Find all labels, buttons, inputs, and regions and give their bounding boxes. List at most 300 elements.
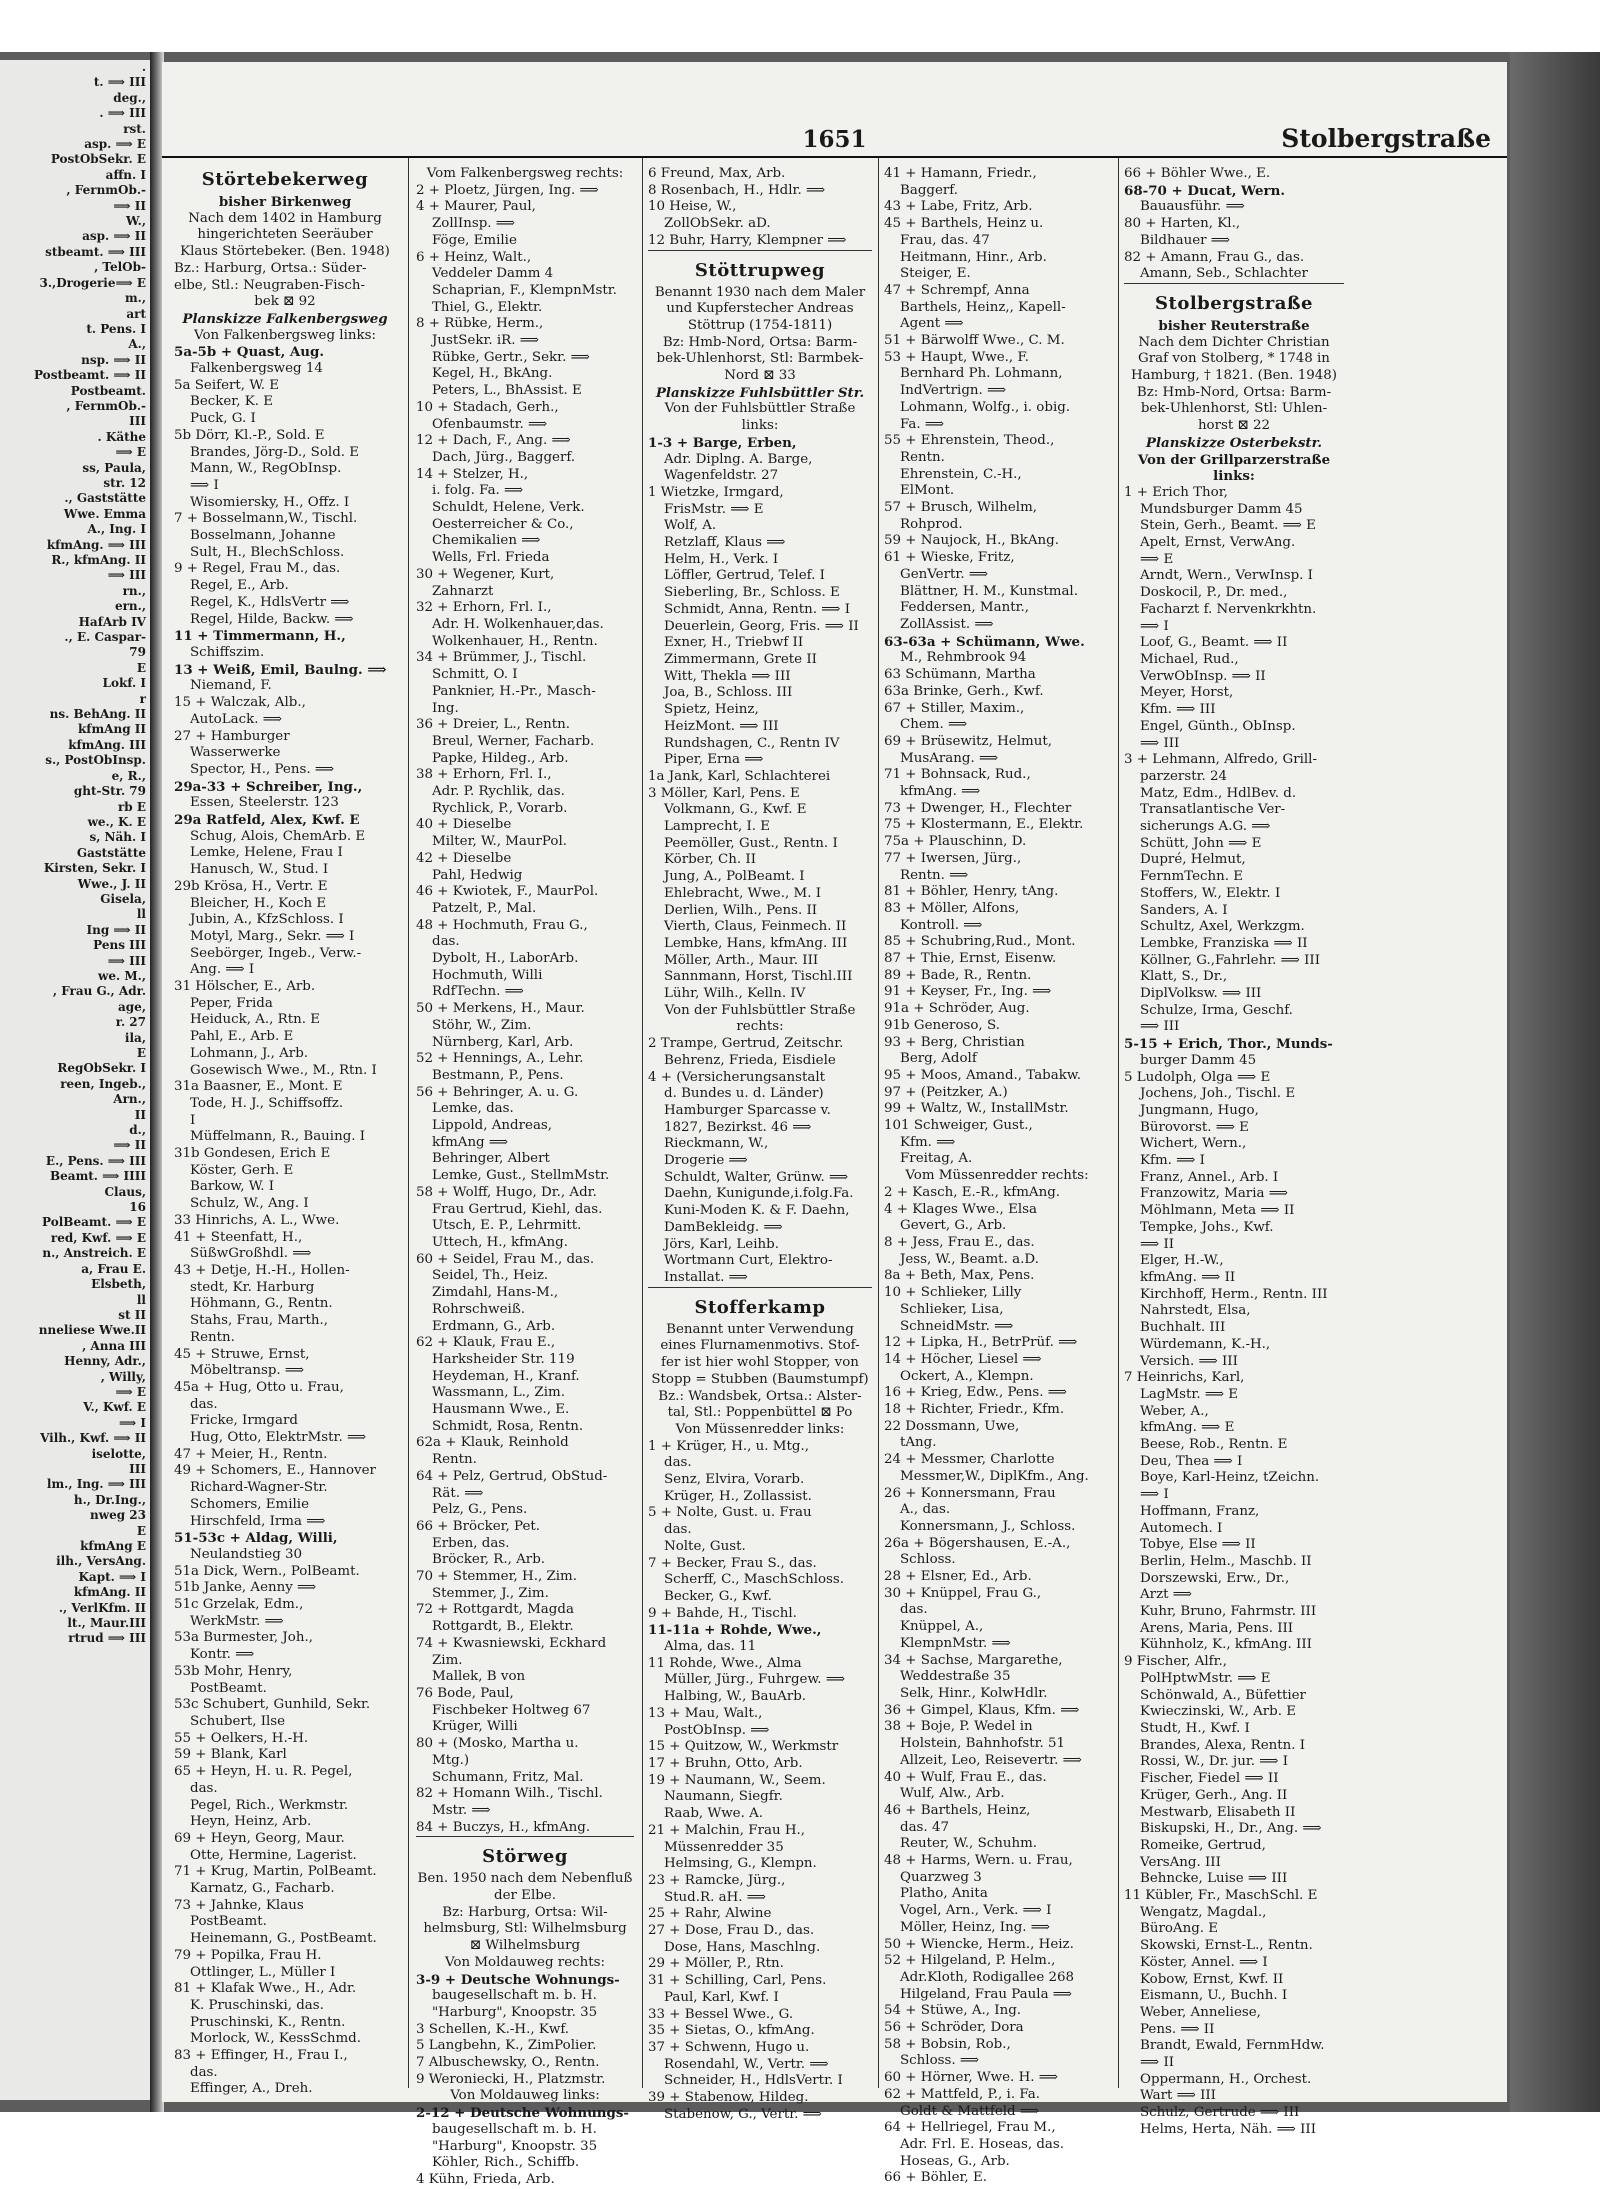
- directory-entry-line: Mestwarb, Elisabeth II: [1140, 1804, 1296, 1820]
- directory-entry-line: d. Bundes u. d. Länder): [664, 1086, 824, 1102]
- left-page-fragment: ⟹ E: [115, 1384, 146, 1399]
- directory-entry-line: PostObInsp. ⟹: [664, 1722, 770, 1738]
- directory-entry-line: 40 + Wulf, Frau E., das.: [884, 1769, 1047, 1785]
- directory-entry-line: Wortmann Curt, Elektro-: [664, 1253, 833, 1269]
- left-page-fragment: , Frau G., Adr.: [52, 984, 146, 999]
- directory-entry-line: 79 + Popilka, Frau H.: [174, 1947, 322, 1963]
- directory-entry-line: 34 + Sachse, Margarethe,: [884, 1652, 1063, 1668]
- directory-entry-line: Sannmann, Horst, Tischl.III: [664, 969, 853, 985]
- directory-entry-line: Rossi, W., Dr. jur. ⟹ I: [1140, 1754, 1289, 1770]
- directory-entry-line: 47 + Meier, H., Rentn.: [174, 1446, 328, 1462]
- directory-entry-line: Krüger, Gerh., Ang. II: [1140, 1787, 1288, 1803]
- directory-entry-line: Vierth, Claus, Feinmech. II: [664, 919, 847, 935]
- directory-entry-line: Bosselmann, Johanne: [190, 528, 336, 544]
- directory-entry-line: Biskupski, H., Dr., Ang. ⟹: [1140, 1821, 1322, 1837]
- left-page-fragment: ⟹ E: [115, 445, 146, 460]
- directory-entry-line: Von der Grillparzerstraße: [1137, 451, 1331, 468]
- directory-entry-line: Steiger, E.: [900, 266, 971, 282]
- directory-entry-line: Studt, H., Kwf. I: [1140, 1720, 1250, 1736]
- left-page-fragment: ss, Paula,: [82, 460, 146, 475]
- directory-entry-line: 8a + Beth, Max, Pens.: [884, 1268, 1035, 1284]
- directory-entry-line: 39 + Stabenow, Hildeg.: [648, 2090, 809, 2106]
- directory-entry-line: 63-63a + Schümann, Wwe.: [884, 633, 1085, 650]
- directory-entry-line: Reuter, W., Schuhm.: [900, 1836, 1038, 1852]
- directory-entry-line: 56 + Schröder, Dora: [884, 2020, 1024, 2036]
- directory-entry-line: Platho, Anita: [900, 1886, 988, 1902]
- directory-entry-line: 9 Weroniecki, H., Platzmstr.: [416, 2071, 606, 2087]
- directory-entry-line: Brandes, Jörg-D., Sold. E: [190, 444, 360, 460]
- left-page-fragment: rn.,: [122, 583, 146, 598]
- directory-entry-line: der Elbe.: [494, 1888, 556, 1904]
- directory-entry-line: Weddestraße 35: [900, 1669, 1011, 1685]
- directory-entry-line: 41 + Hamann, Friedr.,: [884, 166, 1037, 181]
- left-page-fragment: ern.,: [114, 599, 146, 614]
- directory-entry-line: Möbeltransp. ⟹: [190, 1363, 305, 1379]
- directory-entry-line: Seebörger, Ingeb., Verw.-: [190, 945, 362, 961]
- directory-entry-line: 45a + Hug, Otto u. Frau,: [174, 1379, 344, 1395]
- directory-entry-line: 53a Burmester, Joh.,: [174, 1630, 313, 1646]
- directory-entry-line: 35 + Sietas, O., kfmAng.: [648, 2023, 815, 2039]
- left-page-fragment: 16: [129, 1200, 146, 1215]
- directory-entry-line: Stöhr, W., Zim.: [432, 1017, 532, 1033]
- directory-entry-line: Mstr. ⟹: [432, 1802, 491, 1818]
- directory-entry-line: 71 + Krug, Martin, PolBeamt.: [174, 1864, 377, 1880]
- left-page-fragment: kfmAng. ⟹ III: [46, 537, 146, 552]
- directory-entry-line: Schmitt, O. I: [432, 667, 518, 683]
- directory-entry-line: Mundsburger Damm 45: [1140, 501, 1303, 517]
- left-page-fragment: , TelOb-: [94, 260, 146, 275]
- directory-entry-line: Uttech, H., kfmAng.: [432, 1235, 568, 1250]
- directory-entry-line: 16 + Krieg, Edw., Pens. ⟹: [884, 1385, 1067, 1401]
- directory-entry-line: stedt, Kr. Harburg: [190, 1279, 315, 1295]
- directory-entry-line: Adr. Diplng. A. Barge,: [664, 451, 813, 467]
- directory-entry-line: 74 + Kwasniewski, Eckhard: [416, 1635, 607, 1651]
- left-page-fragment: we. M.,: [98, 968, 146, 983]
- directory-entry-line: Thiel, G., Elektr.: [432, 299, 543, 315]
- left-page-fragment: A., Ing. I: [87, 522, 146, 537]
- directory-entry-line: DiplVolksw. ⟹ III: [1140, 986, 1262, 1002]
- directory-entry-line: Kfm. ⟹: [900, 1134, 956, 1150]
- directory-entry-line: Lemke, Gust., StellmMstr.: [432, 1168, 610, 1184]
- directory-entry-line: das.: [190, 2064, 218, 2080]
- directory-entry-line: Berg, Adolf: [900, 1051, 977, 1067]
- directory-entry-line: RdfTechn. ⟹: [432, 984, 524, 1000]
- left-page-fragment: III: [129, 1461, 146, 1476]
- directory-entry-line: Amann, Seb., Schlachter: [1124, 266, 1344, 284]
- left-page-fragment: n., Anstreich. E: [42, 1246, 146, 1261]
- directory-entry-line: 51-53c + Aldag, Willi,: [174, 1530, 338, 1547]
- directory-entry-line: Installat. ⟹: [648, 1270, 872, 1288]
- directory-entry-line: 22 Dossmann, Uwe,: [884, 1418, 1020, 1434]
- directory-entry-line: Elger, H.-W.,: [1140, 1253, 1224, 1269]
- directory-entry-line: Messmer,W., DiplKfm., Ang.: [900, 1468, 1089, 1484]
- directory-entry-line: 83 + Effinger, H., Frau I.,: [174, 2048, 348, 2064]
- left-page-fragment: , Anna III: [82, 1338, 146, 1353]
- directory-entry-line: Dupré, Helmut,: [1140, 852, 1246, 868]
- directory-entry-line: 38 + Boje, P. Wedel in: [884, 1719, 1033, 1735]
- directory-entry-line: Hoseas, G., Arb.: [900, 2153, 1010, 2169]
- left-page-fragment: Lokf. I: [102, 676, 146, 691]
- directory-entry-line: Versich. ⟹ III: [1140, 1353, 1238, 1369]
- directory-entry-line: Tobye, Else ⟹ II: [1140, 1537, 1256, 1553]
- directory-entry-line: baugesellschaft m. b. H.: [432, 2121, 597, 2137]
- directory-entry-line: 29a-33 + Schreiber, Ing.,: [174, 778, 363, 795]
- directory-entry-line: Zimdahl, Hans-M.,: [432, 1285, 559, 1301]
- directory-entry-line: 73 + Jahnke, Klaus: [174, 1897, 304, 1913]
- directory-entry-line: 67 + Stiller, Maxim.,: [884, 700, 1025, 716]
- directory-entry-line: Piper, Erna ⟹: [664, 752, 764, 768]
- directory-entry-line: Helms, Herta, Näh. ⟹ III: [1140, 2121, 1317, 2137]
- directory-entry-line: Barkow, W. I: [190, 1179, 275, 1195]
- directory-entry-line: GenVertr. ⟹: [900, 566, 989, 582]
- directory-entry-line: Heinemann, G., PostBeamt.: [190, 1931, 377, 1947]
- directory-entry-line: Jungmann, Hugo,: [1140, 1102, 1259, 1118]
- directory-entry-line: kfmAng. ⟹ II: [1140, 1270, 1236, 1285]
- directory-entry-line: Romeike, Gertrud,: [1140, 1837, 1266, 1853]
- directory-entry-line: Schulz, Gertrude ⟹ III: [1140, 2105, 1300, 2121]
- directory-entry-line: Allzeit, Leo, Reisevertr. ⟹: [900, 1752, 1082, 1768]
- directory-entry-line: Klatt, S., Dr.,: [1140, 969, 1228, 985]
- directory-entry-line: Spietz, Heinz,: [664, 702, 759, 718]
- directory-entry-line: Neulandstieg 30: [190, 1546, 303, 1562]
- directory-entry-line: 101 Schweiger, Gust.,: [884, 1118, 1033, 1134]
- directory-entry-line: 73 + Dwenger, H., Flechter: [884, 800, 1072, 816]
- directory-entry-line: Deuerlein, Georg, Fris. ⟹ II: [664, 618, 859, 634]
- directory-entry-line: Nahrstedt, Elsa,: [1140, 1303, 1251, 1319]
- left-page-fragment: m.,: [124, 291, 146, 306]
- directory-entry-line: Exner, H., Triebwf II: [664, 635, 804, 651]
- left-page-fragment: rst.: [123, 121, 146, 136]
- directory-entry-line: Ockert, A., Klempn.: [900, 1368, 1034, 1384]
- left-page-fragment: stbeamt. ⟹ III: [45, 244, 146, 259]
- directory-entry-line: Jubin, A., KfzSchloss. I: [190, 912, 344, 928]
- directory-entry-line: 83 + Möller, Alfons,: [884, 900, 1020, 916]
- directory-entry-line: 1 Wietzke, Irmgard,: [648, 484, 784, 500]
- directory-entry-line: Oesterreicher & Co.,: [432, 516, 574, 532]
- directory-entry-line: 77 + Iwersen, Jürg.,: [884, 850, 1022, 866]
- left-page-fragment: E: [136, 1523, 146, 1538]
- directory-entry-line: und Kupferstecher Andreas: [666, 301, 854, 317]
- directory-entry-line: Helmsing, G., Klempn.: [664, 1856, 817, 1872]
- directory-entry-line: ⟹ III: [1140, 735, 1180, 751]
- directory-entry-line: 10 + Schlieker, Lilly: [884, 1285, 1022, 1301]
- left-page-fragment: nneliese Wwe.II: [38, 1323, 146, 1338]
- directory-entry-line: 91 + Keyser, Fr., Ing. ⟹: [884, 984, 1052, 1000]
- directory-entry-line: Wart ⟹ III: [1140, 2088, 1216, 2104]
- left-page-fragment: iselotte,: [91, 1446, 146, 1461]
- directory-entry-line: 59 + Blank, Karl: [174, 1747, 287, 1763]
- directory-entry-line: Von Falkenbergsweg links:: [194, 327, 376, 343]
- directory-entry-line: Mann, W., RegObInsp.: [190, 461, 342, 477]
- directory-entry-line: Konnersmann, J., Schloss.: [900, 1518, 1076, 1534]
- directory-entry-line: Brandes, Alexa, Rentn. I: [1140, 1737, 1306, 1753]
- directory-entry-line: 2 + Ploetz, Jürgen, Ing. ⟹: [416, 182, 599, 198]
- directory-entry-line: das.: [432, 934, 460, 950]
- directory-entry-line: 49 + Schomers, E., Hannover: [174, 1463, 376, 1479]
- directory-entry-line: Köster, Annel. ⟹ I: [1140, 1954, 1268, 1970]
- directory-entry-line: Behncke, Luise ⟹ III: [1140, 1871, 1288, 1887]
- directory-entry-line: 3 Möller, Karl, Pens. E: [648, 785, 800, 801]
- directory-entry-line: das.: [190, 1780, 218, 1796]
- directory-entry-line: Stopp = Stubben (Baumstumpf): [651, 1371, 869, 1387]
- directory-entry-line: Mtg.): [432, 1752, 470, 1768]
- directory-entry-line: 11 Kübler, Fr., MaschSchl. E: [1124, 1888, 1318, 1904]
- directory-entry-line: 62a + Klauk, Reinhold: [416, 1435, 569, 1451]
- directory-entry-line: Michael, Rud.,: [1140, 651, 1239, 667]
- directory-entry-line: VersAng. III: [1140, 1854, 1221, 1870]
- directory-entry-line: Falkenbergsweg 14: [190, 361, 323, 377]
- directory-entry-line: 5a Seifert, W. E: [174, 377, 280, 393]
- directory-entry-line: Wassmann, L., Zim.: [432, 1385, 565, 1401]
- left-page-fragment: kfmAng II: [77, 722, 146, 737]
- directory-entry-line: 34 + Brümmer, J., Tischl.: [416, 650, 587, 666]
- directory-entry-line: ⟹ II: [1140, 2055, 1175, 2071]
- directory-entry-line: Bürovorst. ⟹ E: [1140, 1119, 1249, 1135]
- directory-entry-line: Möller, Arth., Maur. III: [664, 952, 819, 968]
- directory-entry-line: tal, Stl.: Poppenbüttel ⊠ Po: [667, 1405, 853, 1421]
- left-page-fragment: ⟹ III: [107, 953, 146, 968]
- directory-entry-line: 66 + Bröcker, Pet.: [416, 1518, 541, 1534]
- directory-entry-line: Stöttrup (1754-1811): [687, 317, 833, 333]
- directory-entry-line: Hirschfeld, Irma ⟹: [190, 1513, 326, 1529]
- directory-entry-line: Rohrschweiß.: [432, 1301, 526, 1317]
- directory-entry-line: Hamburger Sparcasse v.: [664, 1102, 831, 1118]
- directory-entry-line: Frau Gertrud, Kiehl, das.: [432, 1201, 603, 1217]
- directory-entry-line: Niemand, F.: [190, 678, 272, 694]
- directory-entry-line: Drogerie ⟹: [664, 1153, 748, 1169]
- directory-entry-line: 87 + Thie, Ernst, Eisenw.: [884, 951, 1057, 967]
- directory-entry-line: bek-Uhlenhorst, Stl: Uhlen-: [1140, 401, 1328, 417]
- left-page-fragment: ll: [136, 1292, 146, 1307]
- directory-entry-line: 4 + Klages Wwe., Elsa: [884, 1201, 1037, 1217]
- directory-entry-line: 60 + Hörner, Wwe. H. ⟹: [884, 2070, 1058, 2086]
- directory-entry-line: 12 + Lipka, H., BetrPrüf. ⟹: [884, 1335, 1078, 1351]
- directory-entry-line: 27 + Dose, Frau D., das.: [648, 1923, 815, 1939]
- directory-entry-line: ⟹ I: [1140, 618, 1169, 634]
- directory-entry-line: ⟹ E: [1140, 551, 1174, 567]
- directory-entry-line: 63a Brinke, Gerh., Kwf.: [884, 683, 1044, 699]
- directory-entry-line: Dorszewski, Erw., Dr.,: [1140, 1570, 1290, 1586]
- left-page-fragment: age,: [118, 999, 146, 1014]
- directory-entry-line: 3-9 + Deutsche Wohnungs-: [416, 1971, 620, 1988]
- directory-entry-line: Sanders, A. I: [1140, 902, 1228, 918]
- left-page-fragment: ⟹ II: [113, 198, 146, 213]
- directory-entry-line: Paul, Karl, Kwf. I: [664, 1989, 779, 2005]
- directory-entry-line: Gosewisch Wwe., M., Rtn. I: [190, 1062, 377, 1078]
- left-page-fragment: st II: [118, 1307, 146, 1322]
- directory-entry-line: Skowski, Ernst-L., Rentn.: [1140, 1938, 1313, 1954]
- left-page-fragment: kfmAng E: [80, 1539, 146, 1553]
- directory-entry-line: 5 + Nolte, Gust. u. Frau: [648, 1505, 812, 1521]
- directory-entry-line: 29 + Möller, P., Rtn.: [648, 1956, 784, 1972]
- directory-entry-line: Vom Falkenbergsweg rechts:: [426, 166, 624, 181]
- left-page-fragment: Henny, Adr.,: [64, 1354, 146, 1369]
- directory-entry-line: Stabenow, G., Vertr. ⟹: [664, 2106, 822, 2122]
- directory-entry-line: Scherff, C., MaschSchloss.: [664, 1572, 845, 1588]
- left-page-fragment: III: [129, 414, 146, 429]
- directory-entry-line: 10 Heise, W.,: [648, 199, 737, 215]
- directory-entry-line: Milter, W., MaurPol.: [432, 834, 568, 850]
- directory-entry-line: Stemmer, J., Zim.: [432, 1585, 549, 1601]
- directory-entry-line: ZollAssist. ⟹: [900, 616, 994, 632]
- left-page-fragment: E: [136, 660, 146, 675]
- left-page-fragment: Postbeamt. ⟹ II: [33, 368, 146, 383]
- directory-entry-line: Jochens, Joh., Tischl. E: [1140, 1086, 1296, 1102]
- address-column-3: [648, 166, 872, 2123]
- directory-entry-line: 21 + Malchin, Frau H.,: [648, 1822, 806, 1838]
- directory-entry-line: 37 + Schwenn, Hugo u.: [648, 2039, 810, 2055]
- directory-entry-line: Franzowitz, Maria ⟹: [1140, 1186, 1288, 1202]
- directory-entry-line: 29a Ratfeld, Alex, Kwf. E: [174, 812, 360, 829]
- directory-entry-line: 66 + Böhler Wwe., E.: [1124, 166, 1271, 181]
- directory-entry-line: Bauausführ. ⟹: [1140, 199, 1245, 215]
- directory-entry-line: 91b Generoso, S.: [884, 1017, 1000, 1033]
- directory-entry-line: Planskizze Falkenbergsweg: [182, 310, 388, 327]
- directory-entry-line: Schloss.: [900, 1552, 956, 1568]
- directory-entry-line: 55 + Ehrenstein, Theod.,: [884, 433, 1055, 449]
- directory-entry-line: Bestmann, P., Pens.: [432, 1067, 564, 1083]
- directory-entry-line: parzerstr. 24: [1140, 768, 1228, 784]
- directory-entry-line: Papke, Hildeg., Arb.: [432, 750, 569, 766]
- directory-entry-line: Heydeman, H., Kranf.: [432, 1368, 580, 1384]
- directory-entry-line: ⟹ III: [1140, 1019, 1180, 1035]
- directory-entry-line: 7 + Becker, Frau S., das.: [648, 1555, 817, 1571]
- directory-entry-line: 2 + Kasch, E.-R., kfmAng.: [884, 1184, 1061, 1200]
- directory-entry-line: Bz: Harburg, Ortsa: Wil-: [442, 1904, 608, 1920]
- directory-entry-line: Rohprod.: [900, 516, 963, 532]
- directory-entry-line: 81 + Klafak Wwe., H., Adr.: [174, 1981, 357, 1997]
- directory-entry-line: Lemke, Helene, Frau I: [190, 845, 343, 861]
- address-book-page: [162, 62, 1507, 2187]
- left-page-fragment: V., Kwf. E: [83, 1400, 146, 1415]
- directory-entry-line: BüroAng. E: [1140, 1921, 1219, 1937]
- directory-entry-line: Köhler, Rich., Schiffb.: [432, 2155, 580, 2171]
- directory-entry-line: 29b Krösa, H., Vertr. E: [174, 878, 328, 894]
- directory-entry-line: Rieckmann, W.,: [664, 1136, 769, 1152]
- left-page-fragment: . Käthe: [97, 429, 146, 444]
- directory-entry-line: Oppermann, H., Orchest.: [1140, 2071, 1312, 2087]
- directory-entry-line: Stoffers, W., Elektr. I: [1140, 885, 1281, 901]
- directory-entry-line: 64 + Pelz, Gertrud, ObStud-: [416, 1468, 608, 1484]
- left-page-fragment: Gisela,: [100, 891, 146, 906]
- directory-entry-line: Bildhauer ⟹: [1140, 232, 1230, 248]
- directory-entry-line: 80 + (Mosko, Martha u.: [416, 1736, 579, 1752]
- directory-entry-line: Pahl, Hedwig: [432, 867, 523, 883]
- directory-entry-line: 24 + Messmer, Charlotte: [884, 1452, 1055, 1468]
- directory-entry-line: Adr. P. Rychlik, das.: [432, 784, 565, 800]
- directory-entry-line: Goldt & Mattfeld ⟹: [900, 2103, 1040, 2119]
- directory-entry-line: Panknier, H.-Pr., Masch-: [432, 683, 596, 699]
- directory-entry-line: 31a Baasner, E., Mont. E: [174, 1079, 343, 1095]
- directory-entry-line: tAng.: [900, 1435, 937, 1451]
- directory-entry-line: Heitmann, Hinr., Arb.: [900, 249, 1047, 265]
- directory-entry-line: Freitag, A.: [900, 1151, 973, 1167]
- directory-entry-line: kfmAng ⟹: [432, 1134, 509, 1150]
- left-page-fragment: , Willy,: [100, 1369, 146, 1384]
- directory-entry-line: 5 Langbehn, K., ZimPolier.: [416, 2038, 597, 2054]
- directory-entry-line: Weber, Anneliese,: [1140, 2004, 1261, 2020]
- directory-entry-line: 32 + Erhorn, Frl. I.,: [416, 600, 552, 616]
- directory-entry-line: 2-12 + Deutsche Wohnungs-: [416, 2105, 629, 2122]
- directory-entry-line: Chem. ⟹: [900, 717, 968, 733]
- directory-entry-line: Bz: Hmb-Nord, Ortsa: Barm-: [662, 334, 858, 350]
- directory-entry-line: JustSekr. iR. ⟹: [432, 333, 539, 349]
- directory-entry-line: Puck, G. I: [190, 411, 256, 427]
- directory-entry-line: 5-15 + Erich, Thor., Munds-: [1124, 1036, 1333, 1053]
- directory-entry-line: Schmidt, Rosa, Rentn.: [432, 1418, 584, 1434]
- directory-entry-line: 25 + Rahr, Alwine: [648, 1906, 772, 1922]
- directory-entry-line: Effinger, A., Dreh.: [190, 2081, 313, 2097]
- directory-entry-line: Helm, H., Verk. I: [664, 551, 779, 567]
- directory-entry-line: bisher Birkenweg: [218, 194, 352, 210]
- directory-entry-line: Schiffszim.: [190, 644, 265, 660]
- directory-entry-line: Loof, G., Beamt. ⟹ II: [1140, 635, 1288, 651]
- directory-entry-line: 17 + Bruhn, Otto, Arb.: [648, 1755, 803, 1771]
- directory-entry-line: das.: [190, 1396, 218, 1412]
- directory-entry-line: 1-3 + Barge, Erben,: [648, 434, 797, 451]
- directory-entry-line: 89 + Bade, R., Rentn.: [884, 967, 1032, 983]
- directory-entry-line: Utsch, E. P., Lehrmitt.: [432, 1218, 582, 1234]
- directory-entry-line: Pruschinski, K., Rentn.: [190, 2014, 346, 2030]
- directory-entry-line: 9 Fischer, Alfr.,: [1124, 1654, 1228, 1670]
- left-page-fragment: Ing ⟹ II: [86, 922, 146, 937]
- directory-entry-line: Nord ⊠ 33: [724, 368, 796, 384]
- directory-entry-line: Sieberling, Br., Schloss. E: [664, 585, 840, 601]
- address-column-2: [416, 166, 634, 2189]
- directory-entry-line: Kfm. ⟹ I: [1140, 1153, 1205, 1169]
- directory-entry-line: Pens. ⟹ II: [1140, 2021, 1215, 2037]
- directory-entry-line: 58 + Wolff, Hugo, Dr., Adr.: [416, 1184, 597, 1200]
- directory-entry-line: Bz.: Harburg, Ortsa.: Süder-: [174, 260, 367, 276]
- directory-entry-line: Nach dem Dichter Christian: [1138, 334, 1330, 350]
- left-page-fragment: str. 12: [103, 475, 146, 490]
- directory-entry-line: 18 + Richter, Friedr., Kfm.: [884, 1402, 1065, 1418]
- directory-entry-line: Franz, Annel., Arb. I: [1140, 1169, 1279, 1185]
- directory-entry-line: kfmAng. ⟹: [900, 784, 981, 800]
- directory-entry-line: Benannt unter Verwendung: [666, 1321, 854, 1337]
- directory-entry-line: PostBeamt.: [190, 1914, 267, 1930]
- left-page-fragment: s, Näh. I: [89, 830, 146, 845]
- left-page-fragment: a, Frau E.: [81, 1261, 146, 1276]
- directory-entry-line: 7 + Bosselmann,W., Tischl.: [174, 511, 358, 527]
- directory-entry-line: ⟹ I: [190, 477, 219, 493]
- directory-entry-line: baugesellschaft m. b. H.: [432, 1988, 597, 2004]
- street-heading: Stöttrupweg: [694, 259, 826, 281]
- directory-entry-line: 26 + Konnersmann, Frau: [884, 1485, 1056, 1501]
- column-divider: [642, 158, 643, 2088]
- directory-entry-line: SchneidMstr. ⟹: [900, 1318, 1014, 1334]
- directory-entry-line: 55 + Oelkers, H.-H.: [174, 1730, 309, 1746]
- directory-entry-line: Regel, E., Arb.: [190, 578, 289, 594]
- directory-entry-line: 56 + Behringer, A. u. G.: [416, 1084, 579, 1100]
- directory-entry-line: Möhlmann, Meta ⟹ II: [1140, 1203, 1295, 1219]
- directory-entry-line: Behringer, Albert: [432, 1151, 550, 1167]
- directory-entry-line: Kwieczinski, W., Arb. E: [1140, 1704, 1297, 1720]
- directory-entry-line: Bernhard Ph. Lohmann,: [900, 366, 1063, 382]
- left-page-fragment: 79: [129, 645, 146, 660]
- directory-entry-line: 46 + Kwiotek, F., MaurPol.: [416, 884, 599, 900]
- left-page-fragment: ., Gaststätte: [64, 491, 146, 506]
- directory-entry-line: Breul, Werner, Facharb.: [432, 733, 595, 749]
- directory-entry-line: Mallek, B von: [432, 1669, 526, 1685]
- directory-entry-line: 46 + Barthels, Heinz,: [884, 1802, 1031, 1818]
- directory-entry-line: 51c Grzelak, Edm.,: [174, 1597, 304, 1613]
- directory-entry-line: Lembke, Hans, kfmAng. III: [664, 935, 848, 951]
- directory-entry-line: links:: [741, 418, 779, 434]
- directory-entry-line: Baggerf.: [900, 182, 959, 198]
- address-column-4: [884, 166, 1110, 2187]
- directory-entry-line: Bröcker, R., Arb.: [432, 1552, 546, 1568]
